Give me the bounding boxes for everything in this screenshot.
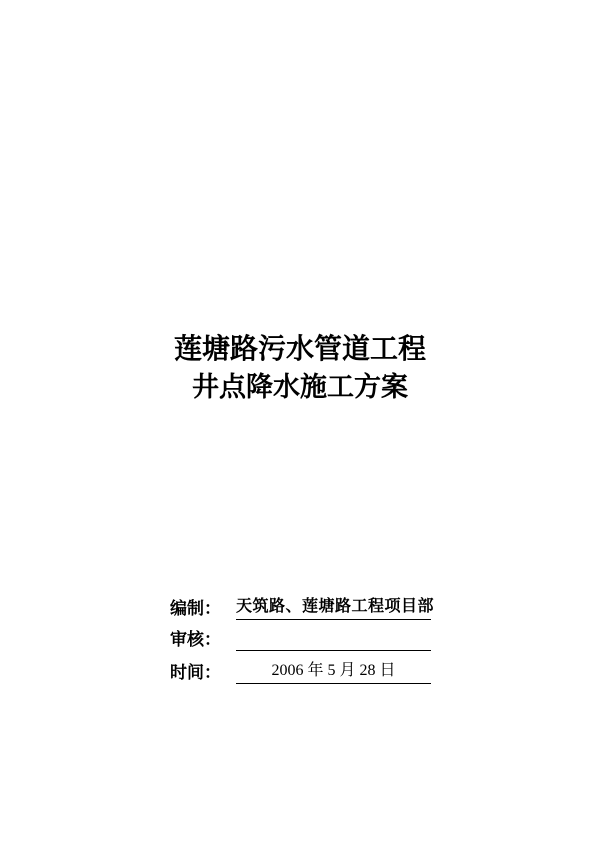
date-label: 时间： — [170, 663, 221, 682]
date-value: 2006 年 5 月 28 日 — [236, 660, 431, 684]
signature-fields-block — [170, 596, 435, 693]
field-row-date — [170, 660, 432, 684]
prepared-by-label: 编制： — [170, 599, 221, 618]
prepared-by-value: 天筑路、莲塘路工程项目部 — [236, 596, 431, 620]
reviewer-label: 审核： — [170, 630, 221, 649]
document-title-line2: 井点降水施工方案 — [192, 372, 408, 402]
reviewer-value-blank — [236, 629, 431, 651]
document-title-line1: 莲塘路污水管道工程 — [173, 333, 426, 364]
field-row-prepared-by — [170, 596, 435, 620]
title-block — [0, 330, 600, 406]
field-row-reviewer — [170, 629, 432, 651]
